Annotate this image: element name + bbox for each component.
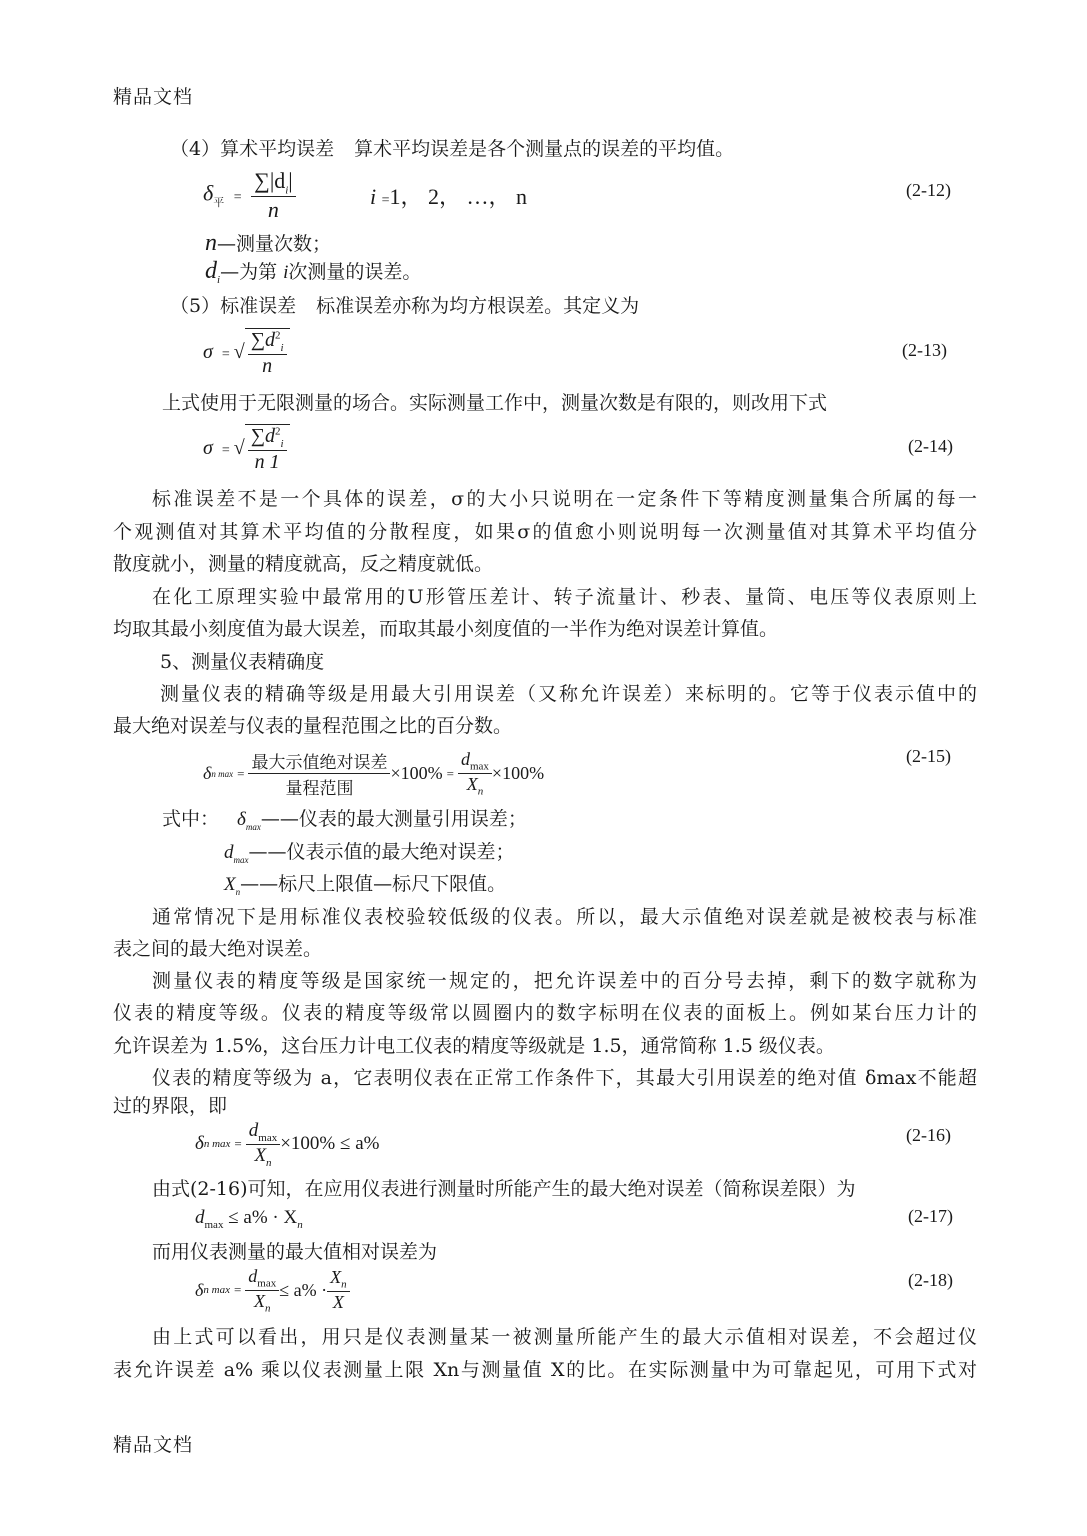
eq14-number: (2-14): [908, 436, 953, 456]
eq17-rhs-sub: n: [297, 1218, 303, 1231]
defs15-d2: ——仪表示值的最大绝对误差；: [248, 841, 515, 863]
para5-line-2: 仪表的精度等级。仪表的精度等级常以圆圈内的数字标明在仪表的面板上。例如某台压力计的: [113, 1002, 977, 1024]
def-d-pre: —为第: [220, 261, 284, 283]
eq16-num: d: [248, 1120, 259, 1141]
defs15-d2-sub: max: [233, 854, 249, 865]
defs15-label: 式中：: [162, 808, 220, 830]
eq16: δ n max = $\frac{d_{max}}{X_n}$ ×100% ≤ a%: [195, 1120, 380, 1169]
eq15-den: 量程范围: [285, 779, 354, 799]
def-d-i: i: [283, 262, 289, 283]
eq17-number: (2-17): [908, 1206, 953, 1226]
sec5-text: 标准误差亦称为均方根误差。其定义为: [316, 295, 640, 317]
para3-line-1: 测量仪表的精确等级是用最大引用误差（又称允许误差）来标明的。它等于仪表示值中的: [160, 683, 977, 705]
eq13: σ = √ $\frac{\sum d^2_i}{n}$: [203, 328, 290, 378]
para5-line-1: 测量仪表的精度等级是国家统一规定的，把允许误差中的百分号去掉，剩下的数字就称为: [152, 970, 977, 992]
eq17-rhs: ≤ a% · X: [223, 1207, 298, 1228]
para8: 而用仪表测量的最大值相对误差为: [152, 1241, 438, 1263]
eq13-lhs: σ: [203, 341, 213, 364]
eq18-num2-sub: n: [341, 1278, 347, 1291]
eq16-den-sub: n: [266, 1156, 272, 1169]
para2-line-1: 在化工原理实验中最常用的U形管压差计、转子流量计、秒表、量筒、电压等仪表原则上: [152, 586, 977, 608]
def-d: [205, 256, 1069, 295]
defs15-d3: ——标尺上限值—标尺下限值。: [240, 873, 507, 895]
eq17-expr: d: [195, 1207, 205, 1228]
eq12-lhs-sub: 平: [213, 197, 225, 210]
eq12: $\delta_平$ = $\frac{\sum|d_i|}{n}$: [203, 168, 296, 223]
eq18-lhs-sub: n max: [203, 1284, 230, 1297]
eq17-expr-sub: max: [204, 1218, 224, 1231]
sec4-heading: （4）算术平均误差: [170, 138, 335, 160]
sec5-mid: 上式使用于无限测量的场合。实际测量工作中，测量次数是有限的，则改用下式: [162, 392, 828, 414]
defs15-d3-sym: X: [224, 874, 236, 895]
sec5-line: [170, 291, 1034, 321]
para9-line-2: 表允许误差 a% 乘以仪表测量上限 Xn与测量值 X的比。在实际测量中为可靠起见，可用下式对: [113, 1359, 977, 1381]
def-n: [205, 228, 1069, 259]
eq13-number: (2-13): [902, 340, 947, 360]
eq16-num-sub: max: [258, 1131, 278, 1144]
para6-line-2: 过的界限，即: [113, 1095, 228, 1117]
sec4-line: [170, 134, 1034, 164]
eq15-lhs-sub: n max: [211, 768, 234, 779]
para1-line-2: 个观测值对其算术平均值的分散程度，如果σ的值愈小则说明每一次测量值对其算术平均值分: [113, 521, 977, 543]
def-d-post: 次测量的误差。: [288, 261, 422, 283]
eq15-lhs: δ: [203, 763, 212, 783]
eq12-num: ∑|d: [254, 168, 286, 193]
para1-line-3: 散度就小，测量的精度就高，反之精度就低。: [113, 553, 494, 575]
sec4-text: 算术平均误差是各个测量点的误差的平均值。: [354, 138, 735, 160]
eq18-den: X: [254, 1290, 266, 1311]
eq14-lhs: σ: [203, 437, 213, 460]
eq15-num: 最大示值绝对误差: [248, 748, 390, 774]
para4-line-2: 表之间的最大绝对误差。: [113, 938, 323, 960]
eq12-num-sub: i: [285, 184, 289, 197]
eq12-frac: $\frac{\sum|d_i|}{n}$: [251, 168, 296, 223]
def-d-sub: i: [217, 273, 221, 286]
eq15-num2-sub: max: [469, 761, 489, 773]
para9-line-1: 由上式可以看出，用只是仪表测量某一被测量所能产生的最大示值相对误差，不会超过仪: [152, 1326, 977, 1348]
para1-line-1: 标准误差不是一个具体的误差，σ的大小只说明在一定条件下等精度测量集合所属的每一: [152, 488, 977, 510]
eq15-mul2: ×100%: [491, 763, 545, 783]
eq12-den: n: [267, 197, 279, 223]
eq15-number: (2-15): [906, 746, 951, 766]
eq18-mid: ≤ a% ·: [279, 1279, 328, 1300]
para7: 由式(2-16)可知，在应用仪表进行测量时所能产生的最大绝对误差（简称误差限）为: [152, 1178, 856, 1200]
page-footer: 精品文档: [113, 1434, 194, 1456]
section-5-heading: 5、测量仪表精确度: [160, 651, 325, 673]
para3-line-2: 最大绝对误差与仪表的量程范围之比的百分数。: [113, 715, 513, 737]
eq16-lhs-sub: n max: [203, 1138, 231, 1151]
eq12-number: (2-12): [906, 180, 951, 200]
eq12-index: i =1， 2， …， n: [370, 184, 528, 209]
defs15-d1-sym: δ: [237, 809, 246, 830]
eq15-mul: ×100%: [390, 763, 443, 783]
sec5-heading: （5）标准误差: [170, 295, 297, 317]
para4-line-1: 通常情况下是用标准仪表校验较低级的仪表。所以，最大示值绝对误差就是被校表与标准: [152, 906, 977, 928]
defs15-d1: ——仪表的最大测量引用误差；: [260, 808, 527, 830]
eq15: δ n max = $\frac{\text{最大示值绝对误差}}{\text{量程范围}}$ ×100% = $\frac{d_{max}}{X_n}$ ×100%: [203, 749, 545, 799]
def-n-sym: n: [205, 230, 217, 256]
eq12-lhs: δ: [203, 180, 214, 206]
para2-line-2: 均取其最小刻度值为最大误差，而取其最小刻度值的一半作为绝对误差计算值。: [113, 618, 779, 640]
eq18-num-sub: max: [257, 1277, 277, 1290]
defs15-d2-sym: d: [224, 842, 234, 863]
eq12-index-i: i: [370, 184, 382, 209]
defs15-d3-sub: n: [235, 886, 241, 897]
def-d-sym: d: [205, 258, 217, 284]
para6-line-1: 仪表的精度等级为 a，它表明仪表在正常工作条件下，其最大引用误差的绝对值 δmax不能超: [152, 1067, 977, 1089]
eq15-num2: d: [460, 749, 470, 770]
eq18-number: (2-18): [908, 1270, 953, 1290]
eq17: [195, 1207, 303, 1231]
page-header: 精品文档: [113, 86, 194, 108]
eq18-num: d: [248, 1266, 258, 1286]
eq16-number: (2-16): [906, 1125, 951, 1145]
eq13-den: n: [262, 355, 273, 377]
eq18-den2: X: [332, 1291, 344, 1312]
defs15-d1-sub: max: [245, 821, 261, 832]
eq14: σ = √ $\frac{\sum d^2_i}{n 1}$: [203, 424, 290, 474]
eq18-lhs: δ: [195, 1279, 204, 1300]
eq16-lhs: δ: [195, 1133, 204, 1155]
eq18-den-sub: n: [265, 1302, 271, 1315]
eq14-den: n 1: [254, 451, 280, 473]
def-n-text: —测量次数；: [217, 233, 332, 255]
para5-line-3: 允许误差为 1.5%，这台压力计电工仪表的精度等级就是 1.5，通常简称 1.5 级仪表。: [113, 1035, 835, 1057]
eq12-index-values: 1， 2， …， n: [389, 184, 528, 209]
eq18-num2: X: [330, 1267, 342, 1288]
eq15-den2-sub: n: [477, 785, 484, 798]
eq16-rhs: ×100% ≤ a%: [280, 1133, 380, 1155]
eq15-den2: X: [466, 774, 478, 794]
eq18: δ n max = $\frac{d_{max}}{X_n}$ ≤ a% · $\frac{X_n}{X}$: [195, 1266, 350, 1314]
eq16-den: X: [254, 1144, 267, 1166]
